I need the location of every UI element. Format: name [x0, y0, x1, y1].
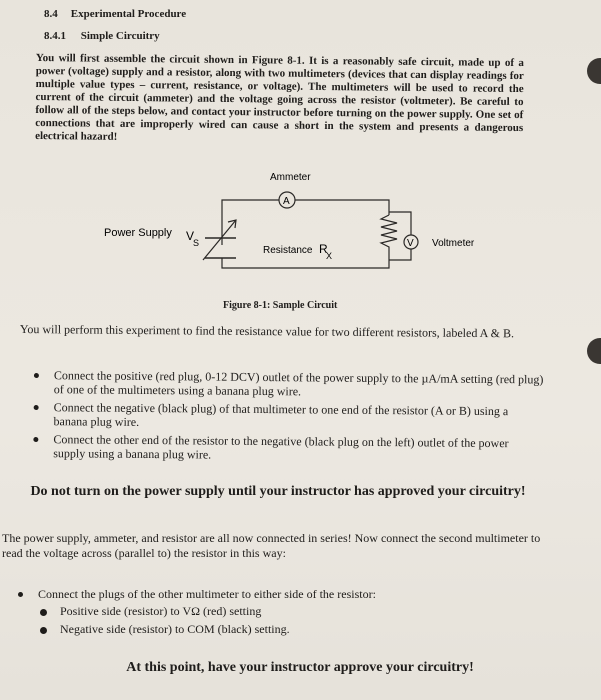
section-title: Experimental Procedure	[70, 8, 187, 20]
sub-list-item: Negative side (resistor) to COM (black) setting.	[38, 622, 516, 636]
rx-subscript: X	[326, 251, 333, 261]
intro-paragraph: You will first assemble the circuit shown in Figure 8-1. It is a reasonably safe circuit, made up of a power (voltage) supply and a resistor, along with two multimeters (devices that can display readings for multiple value types – current, resistance, or voltage). The multimeters will be used to record the current of the circuit (ammeter) and the voltage going across the resistor (voltmeter). Be careful to follow all of the steps below, and contact your instructor before turning on the power supply. One set of connections that are improperly wired can cause a short in the system and presents a dangerous electrical hazard!	[35, 52, 524, 143]
list-item: Connect the other end of the resistor to the negative (black plug on the left) outlet of the power supply using a banana plug wire.	[31, 432, 543, 464]
section-number: 8.4	[44, 8, 58, 20]
list-item: Connect the negative (black plug) of that multimeter to one end of the resistor (A or B) using a banana plug wire.	[31, 400, 543, 432]
subsection-title: Simple Circuitry	[80, 30, 160, 42]
voltmeter-substeps	[38, 604, 516, 636]
vs-symbol: V	[186, 229, 195, 243]
subsection-heading	[44, 30, 160, 42]
voltmeter-steps	[16, 587, 516, 640]
connection-steps	[31, 368, 544, 468]
list-item	[16, 587, 516, 636]
warning-text: Do not turn on the power supply until your instructor has approved your circuitry!	[30, 484, 526, 499]
section-heading	[44, 8, 186, 20]
sub-list-item: Positive side (resistor) to VΩ (red) setting	[38, 604, 516, 618]
voltmeter-label: Voltmeter	[432, 238, 475, 249]
purpose-paragraph: You will perform this experiment to find the resistance value for two different resistors, labeled A & B.	[19, 322, 515, 341]
voltmeter-symbol: V	[407, 238, 414, 249]
voltmeter-step-text: Connect the plugs of the other multimeter to either side of the resistor:	[38, 587, 376, 601]
list-item: Connect the positive (red plug, 0-12 DCV) outlet of the power supply to the µA/mA setting (red plug) of one of the multimeters using a banana plug wire.	[32, 368, 544, 400]
vs-subscript: S	[193, 238, 200, 248]
rx-symbol: R	[319, 242, 328, 256]
final-note: At this point, have your instructor approve your circuitry!	[126, 660, 474, 675]
binder-hole	[587, 58, 601, 84]
resistance-label: Resistance	[263, 245, 313, 256]
power-supply-label: Power Supply	[104, 227, 172, 239]
binder-hole	[587, 338, 601, 364]
ammeter-label: Ammeter	[270, 172, 311, 183]
subsection-number: 8.4.1	[44, 30, 66, 42]
ammeter-symbol: A	[283, 196, 290, 207]
circuit-figure	[0, 160, 601, 300]
series-paragraph: The power supply, ammeter, and resistor are all now connected in series! Now connect the second multimeter to read the voltage across (parallel to) the resistor in this way:	[2, 531, 541, 560]
figure-caption: Figure 8-1: Sample Circuit	[223, 300, 338, 311]
